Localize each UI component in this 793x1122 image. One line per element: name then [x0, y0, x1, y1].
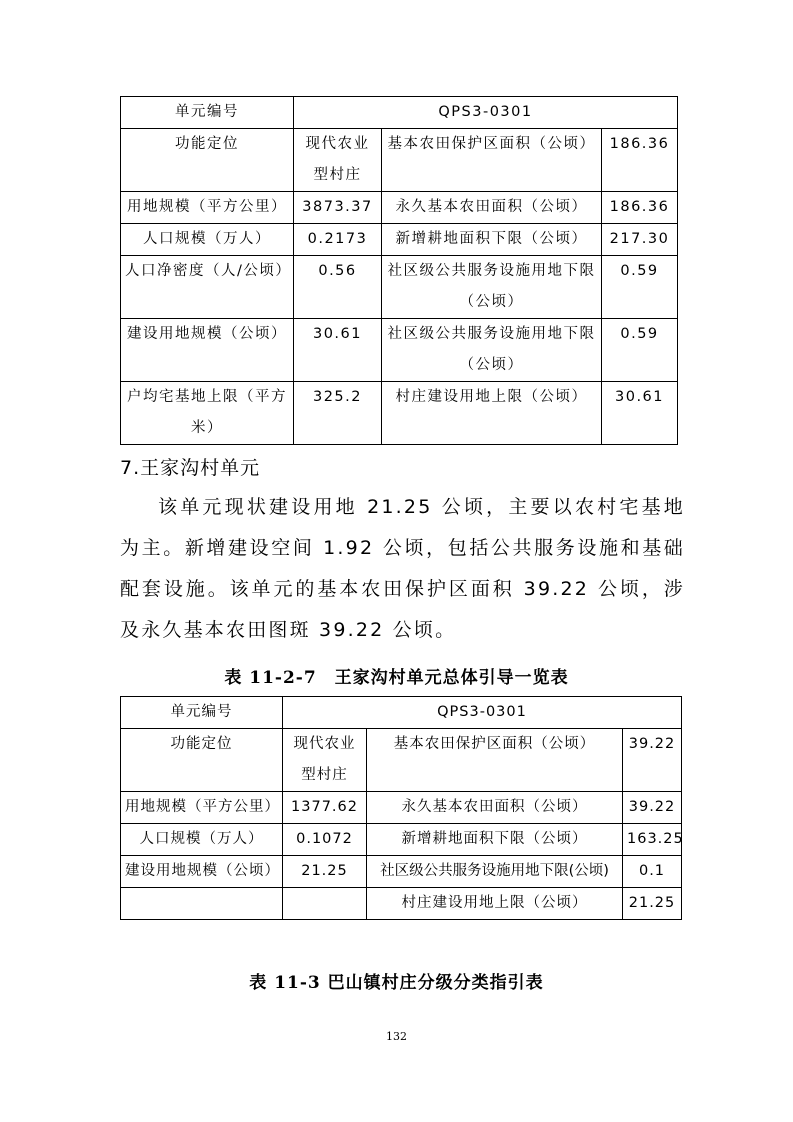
table-cell: 永久基本农田面积（公顷） [367, 792, 623, 824]
table-cell: 0.1 [623, 856, 682, 888]
table-cell: 0.59 [602, 256, 678, 319]
table-cell: 户均宅基地上限（平方米） [121, 382, 294, 445]
table-cell: 0.1072 [283, 824, 367, 856]
unit-guide-table-1 [120, 96, 678, 445]
table-cell: 人口净密度（人/公顷） [121, 256, 294, 319]
table-row [121, 224, 678, 256]
table-cell [121, 888, 283, 920]
table-cell: 村庄建设用地上限（公顷） [382, 382, 602, 445]
table-cell: 现代农业型村庄 [294, 129, 382, 192]
table-cell: 功能定位 [121, 729, 283, 792]
table-row [121, 382, 678, 445]
table-row [121, 856, 682, 888]
table-cell: 基本农田保护区面积（公顷） [382, 129, 602, 192]
table-cell: 39.22 [623, 729, 682, 792]
table-cell: 社区级公共服务设施用地下限（公顷） [382, 319, 602, 382]
table-cell: 21.25 [623, 888, 682, 920]
table-row [121, 256, 678, 319]
table-cell: 39.22 [623, 792, 682, 824]
table-cell: 3873.37 [294, 192, 382, 224]
table-cell: 新增耕地面积下限（公顷） [367, 824, 623, 856]
table-cell: 用地规模（平方公里） [121, 792, 283, 824]
table-cell: 21.25 [283, 856, 367, 888]
table-cell: 186.36 [602, 129, 678, 192]
table-cell: QPS3-0301 [294, 97, 678, 129]
table-cell: 社区级公共服务设施用地下限（公顷） [382, 256, 602, 319]
section-paragraph [120, 487, 685, 651]
table-cell: 人口规模（万人） [121, 824, 283, 856]
table-row [121, 97, 678, 129]
table-cell: QPS3-0301 [283, 697, 682, 729]
table-cell: 217.30 [602, 224, 678, 256]
table-cell: 新增耕地面积下限（公顷） [382, 224, 602, 256]
table-row [121, 192, 678, 224]
table-cell: 30.61 [602, 382, 678, 445]
table-cell: 人口规模（万人） [121, 224, 294, 256]
table-cell: 用地规模（平方公里） [121, 192, 294, 224]
table-row [121, 729, 682, 792]
paragraph-text: 该单元现状建设用地 21.25 公顷，主要以农村宅基地为主。新增建设空间 1.92 公顷，包括公共服务设施和基础配套设施。该单元的基本农田保护区面积 39.22 公顷，涉及永久基本农田图斑 39.22 公顷。 [120, 496, 685, 641]
table-cell: 现代农业型村庄 [283, 729, 367, 792]
table-cell: 325.2 [294, 382, 382, 445]
table-caption: 表 11-3 巴山镇村庄分级分类指引表 [249, 973, 544, 993]
table-row [121, 888, 682, 920]
table-cell: 163.25 [623, 824, 682, 856]
table-row [121, 792, 682, 824]
table-cell: 0.56 [294, 256, 382, 319]
table-cell: 0.59 [602, 319, 678, 382]
table-cell: 1377.62 [283, 792, 367, 824]
table-cell: 30.61 [294, 319, 382, 382]
table-cell: 社区级公共服务设施用地下限(公顷) [367, 856, 623, 888]
table-row [121, 697, 682, 729]
table-cell: 基本农田保护区面积（公顷） [367, 729, 623, 792]
section-heading: 7.王家沟村单元 [120, 457, 261, 479]
table-cell: 永久基本农田面积（公顷） [382, 192, 602, 224]
table-row [121, 824, 682, 856]
table-row [121, 319, 678, 382]
table-caption: 表 11-2-7 王家沟村单元总体引导一览表 [224, 668, 569, 688]
table-cell: 功能定位 [121, 129, 294, 192]
table-row [121, 129, 678, 192]
table-cell: 村庄建设用地上限（公顷） [367, 888, 623, 920]
unit-guide-table-2 [120, 696, 682, 920]
table-cell: 单元编号 [121, 697, 283, 729]
table-cell: 186.36 [602, 192, 678, 224]
table-cell: 单元编号 [121, 97, 294, 129]
table-cell: 0.2173 [294, 224, 382, 256]
page-number: 132 [386, 1030, 407, 1043]
table-cell: 建设用地规模（公顷） [121, 856, 283, 888]
table-cell: 建设用地规模（公顷） [121, 319, 294, 382]
table-cell [283, 888, 367, 920]
